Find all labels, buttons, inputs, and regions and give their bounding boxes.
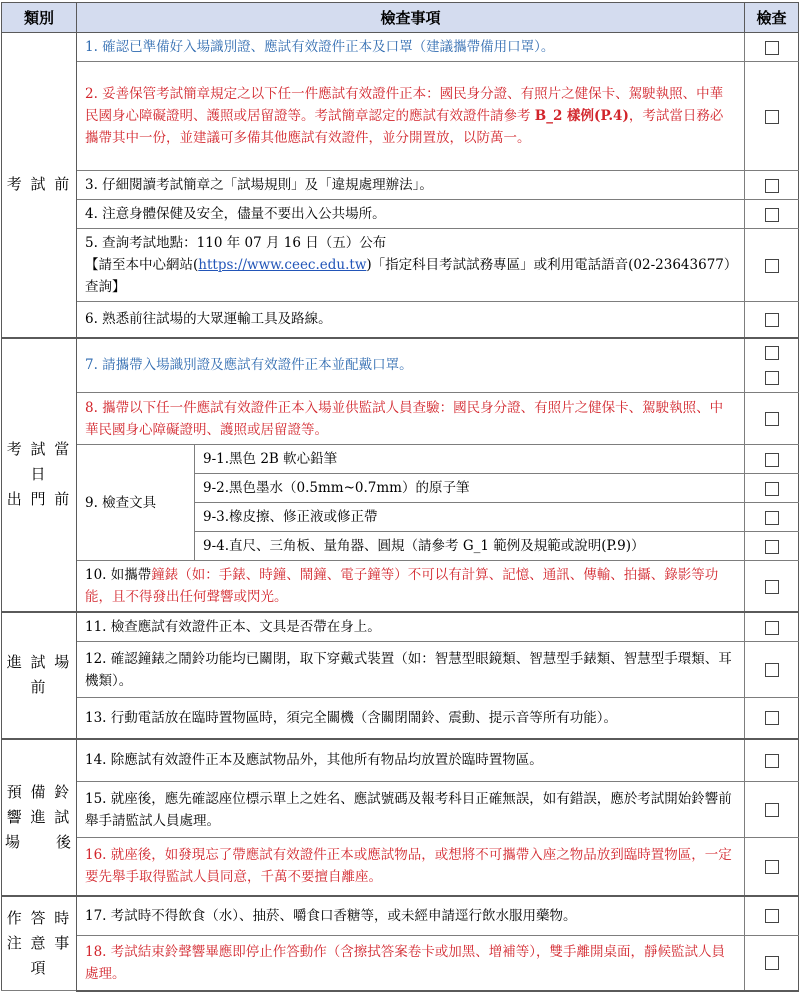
item-11: 11. 檢查應試有效證件正本、文具是否帶在身上。 — [77, 612, 745, 642]
checkbox-3[interactable] — [765, 179, 779, 193]
checkbox-11[interactable] — [765, 621, 779, 635]
item-12: 12. 確認鐘錶之鬧鈴功能均已關閉，取下穿戴式裝置（如：智慧型眼鏡類、智慧型手錶類、智慧型手環類、耳機類）。 — [77, 642, 745, 698]
item-9-4: 9-4.直尺、三角板、量角器、圓規（請參考 G_1 範例及規範或說明(P.9)） — [195, 532, 745, 561]
checkbox-13[interactable] — [765, 711, 779, 725]
checkbox-5[interactable] — [765, 259, 779, 273]
checkbox-8[interactable] — [765, 412, 779, 426]
item-1: 1. 確認已準備好入場識別證、應試有效證件正本及口罩（建議攜帶備用口罩）。 — [77, 33, 745, 62]
item-10: 10. 如攜帶鐘錶（如：手錶、時鐘、鬧鐘、電子鐘等）不可以有計算、記憶、通訊、傳輸、拍攝、錄影等功能，且不得發出任何聲響或閃光。 — [77, 561, 745, 613]
category-answer: 作 答 時 注 意 事 項 — [2, 896, 77, 991]
checkbox-2[interactable] — [765, 110, 779, 124]
checkbox-15[interactable] — [765, 803, 779, 817]
item-4: 4. 注意身體保健及安全，儘量不要出入公共場所。 — [77, 200, 745, 229]
checkbox-7a[interactable] — [765, 346, 779, 360]
checkbox-1[interactable] — [765, 41, 779, 55]
category-prebell: 預 備 鈴 響 進 試 場 後 — [2, 739, 77, 896]
checkbox-10[interactable] — [765, 580, 779, 594]
item-9-1: 9-1.黑色 2B 軟心鉛筆 — [195, 445, 745, 474]
item-5: 5. 查詢考試地點：110 年 07 月 16 日（五）公布 【請至本中心網站(https://www.ceec.edu.tw)「指定科目考試試務專區」或利用電話語音(02-23643677）查詢】 — [77, 229, 745, 302]
checkbox-4[interactable] — [765, 208, 779, 222]
item-17: 17. 考試時不得飲食（水）、抽菸、嚼食口香糖等，或未經申請逕行飲水服用藥物。 — [77, 896, 745, 936]
item-9-3: 9-3.橡皮擦、修正液或修正帶 — [195, 503, 745, 532]
item-8: 8. 攜帶以下任一件應試有效證件正本入場並供監試人員查驗：國民身分證、有照片之健保卡、駕駛執照、中華民國身心障礙證明、護照或居留證等。 — [77, 393, 745, 445]
category-enter: 進 試 場 前 — [2, 612, 77, 739]
item-3: 3. 仔細閱讀考試簡章之「試場規則」及「違規處理辦法」。 — [77, 171, 745, 200]
item-18: 18. 考試結束鈴聲響畢應即停止作答動作（含擦拭答案卷卡或加黑、增補等），雙手離開桌面，靜候監試人員處理。 — [77, 936, 745, 991]
category-dayof: 考 試 當 日 出 門 前 — [2, 338, 77, 613]
item-2: 2. 妥善保管考試簡章規定之以下任一件應試有效證件正本：國民身分證、有照片之健保卡、駕駛執照、中華民國身心障礙證明、護照或居留證等。考試簡章認定的應試有效證件請參考 B_2 樣例(P.4)，考試當日務必攜帶其中一份，並建議可多備其他應試有效證件，並分開置放，以防萬一。 — [77, 62, 745, 171]
checkbox-17[interactable] — [765, 909, 779, 923]
item-13: 13. 行動電話放在臨時置物區時，須完全關機（含關閉鬧鈴、震動、提示音等所有功能）。 — [77, 698, 745, 739]
checkbox-14[interactable] — [765, 754, 779, 768]
category-before: 考 試 前 — [2, 33, 77, 338]
checkbox-7b[interactable] — [765, 371, 779, 385]
checkbox-9-2[interactable] — [765, 482, 779, 496]
header-check: 檢查 — [745, 3, 799, 33]
item-16: 16. 就座後，如發現忘了帶應試有效證件正本或應試物品，或想將不可攜帶入座之物品放到臨時置物區，一定要先舉手取得監試人員同意，千萬不要擅自離座。 — [77, 838, 745, 896]
item-9-label: 9. 檢查文具 — [77, 445, 195, 561]
item-7: 7. 請攜帶入場識別證及應試有效證件正本並配戴口罩。 — [77, 338, 745, 393]
item-6: 6. 熟悉前往試場的大眾運輸工具及路線。 — [77, 302, 745, 338]
checkbox-12[interactable] — [765, 663, 779, 677]
item-14: 14. 除應試有效證件正本及應試物品外，其他所有物品均放置於臨時置物區。 — [77, 739, 745, 782]
header-items: 檢查事項 — [77, 3, 745, 33]
checkbox-9-3[interactable] — [765, 511, 779, 525]
checkbox-9-4[interactable] — [765, 540, 779, 554]
ceec-website-link[interactable]: https://www.ceec.edu.tw — [198, 257, 367, 273]
item-15: 15. 就座後，應先確認座位標示單上之姓名、應試號碼及報考科目正確無誤，如有錯誤，應於考試開始鈴響前舉手請監試人員處理。 — [77, 782, 745, 838]
checkbox-9-1[interactable] — [765, 453, 779, 467]
checklist-table — [1, 2, 799, 992]
item-9-2: 9-2.黑色墨水（0.5mm~0.7mm）的原子筆 — [195, 474, 745, 503]
checkbox-16[interactable] — [765, 860, 779, 874]
checkbox-6[interactable] — [765, 313, 779, 327]
checkbox-18[interactable] — [765, 956, 779, 970]
header-category: 類別 — [2, 3, 77, 33]
